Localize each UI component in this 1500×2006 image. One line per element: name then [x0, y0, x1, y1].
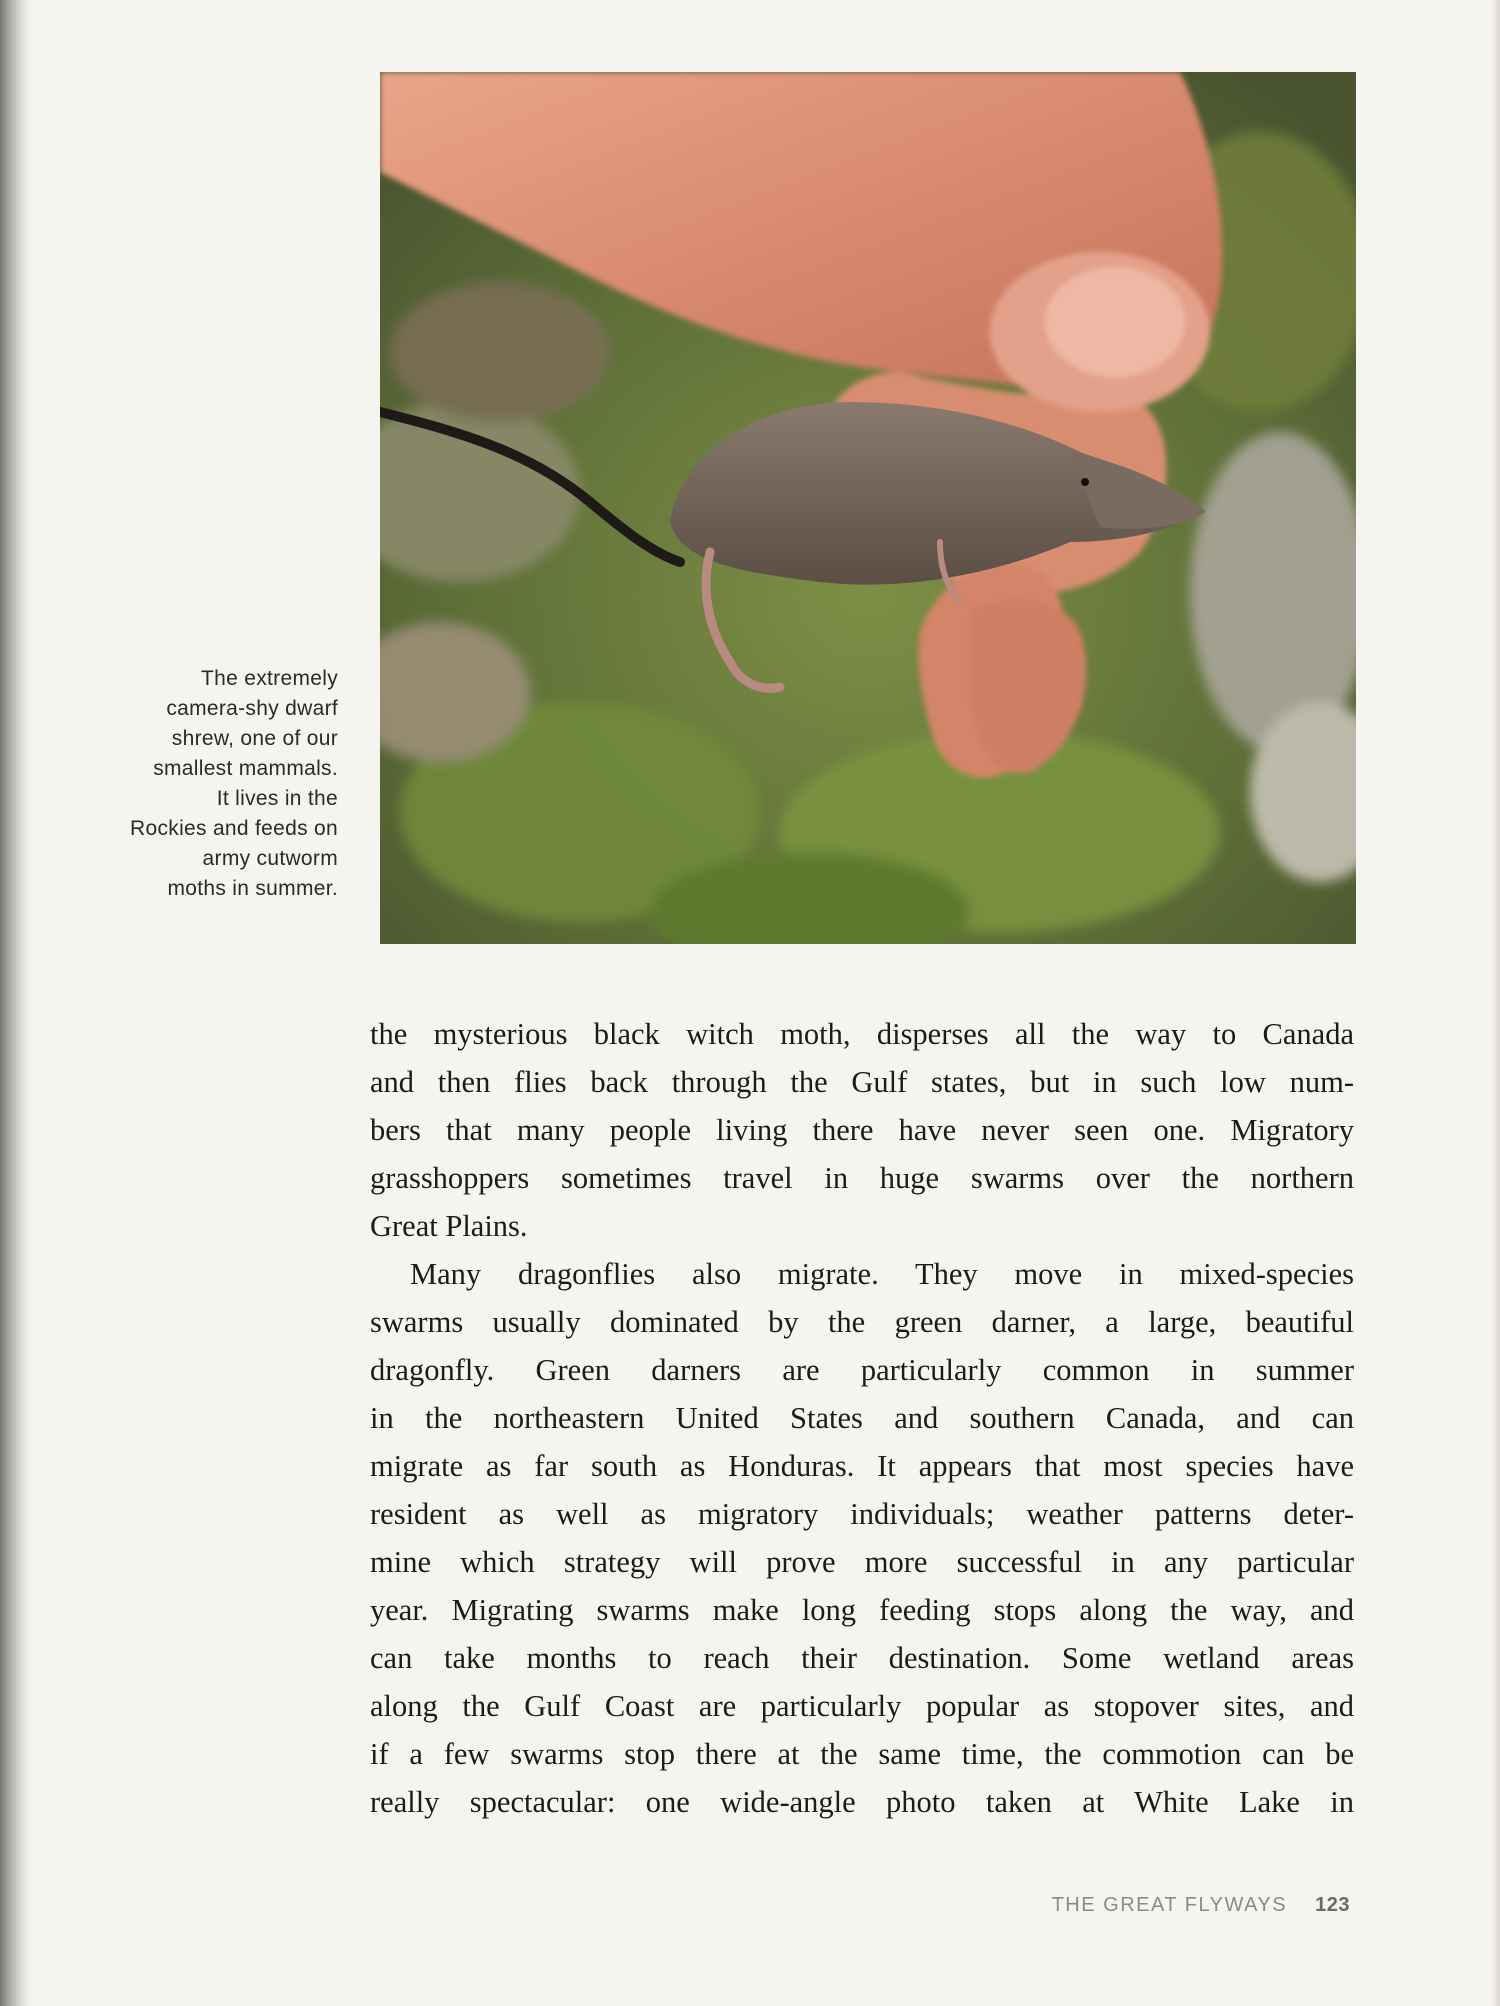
text-line: Great Plains.: [370, 1209, 528, 1243]
photo-dwarf-shrew: [380, 72, 1356, 944]
caption-line: camera-shy dwarf: [166, 697, 338, 720]
paragraph-1: [370, 1010, 1354, 1250]
text-line: can take months to reach their destination. Some wetland areas: [370, 1641, 1354, 1675]
page-number: 123: [1315, 1894, 1350, 1916]
paragraph-2: [370, 1250, 1354, 1826]
photo-caption: [60, 664, 338, 904]
caption-line: moths in summer.: [167, 877, 338, 900]
caption-line: smallest mammals.: [153, 757, 338, 780]
body-text: [370, 1010, 1354, 1826]
text-line: along the Gulf Coast are particularly popular as stopover sites, and: [370, 1689, 1354, 1723]
caption-line: Rockies and feeds on: [130, 817, 338, 840]
text-line: in the northeastern United States and southern Canada, and can: [370, 1401, 1354, 1435]
page-edge: [1492, 0, 1500, 2006]
caption-line: army cutworm: [202, 847, 338, 870]
caption-line: shrew, one of our: [171, 727, 338, 750]
text-line: mine which strategy will prove more successful in any particular: [370, 1545, 1354, 1579]
running-head: THE GREAT FLYWAYS: [1051, 1894, 1288, 1916]
text-line: bers that many people living there have never seen one. Migratory: [370, 1113, 1354, 1147]
page-gutter-shadow: [0, 0, 30, 2006]
text-line: year. Migrating swarms make long feeding stops along the way, and: [370, 1593, 1354, 1627]
caption-line: The extremely: [201, 667, 338, 690]
text-line: dragonfly. Green darners are particularly common in summer: [370, 1353, 1354, 1387]
text-line: and then flies back through the Gulf states, but in such low num-: [370, 1065, 1354, 1099]
text-line: swarms usually dominated by the green darner, a large, beautiful: [370, 1305, 1354, 1339]
text-line: resident as well as migratory individuals; weather patterns deter-: [370, 1497, 1354, 1531]
page-footer: [1052, 1894, 1350, 1917]
text-line: really spectacular: one wide-angle photo taken at White Lake in: [370, 1785, 1354, 1819]
text-line: the mysterious black witch moth, disperses all the way to Canada: [370, 1017, 1354, 1051]
text-line: Many dragonflies also migrate. They move in mixed-species: [410, 1257, 1354, 1291]
text-line: grasshoppers sometimes travel in huge swarms over the northern: [370, 1161, 1354, 1195]
text-line: migrate as far south as Honduras. It appears that most species have: [370, 1449, 1354, 1483]
caption-line: It lives in the: [216, 787, 338, 810]
text-line: if a few swarms stop there at the same time, the commotion can be: [370, 1737, 1354, 1771]
